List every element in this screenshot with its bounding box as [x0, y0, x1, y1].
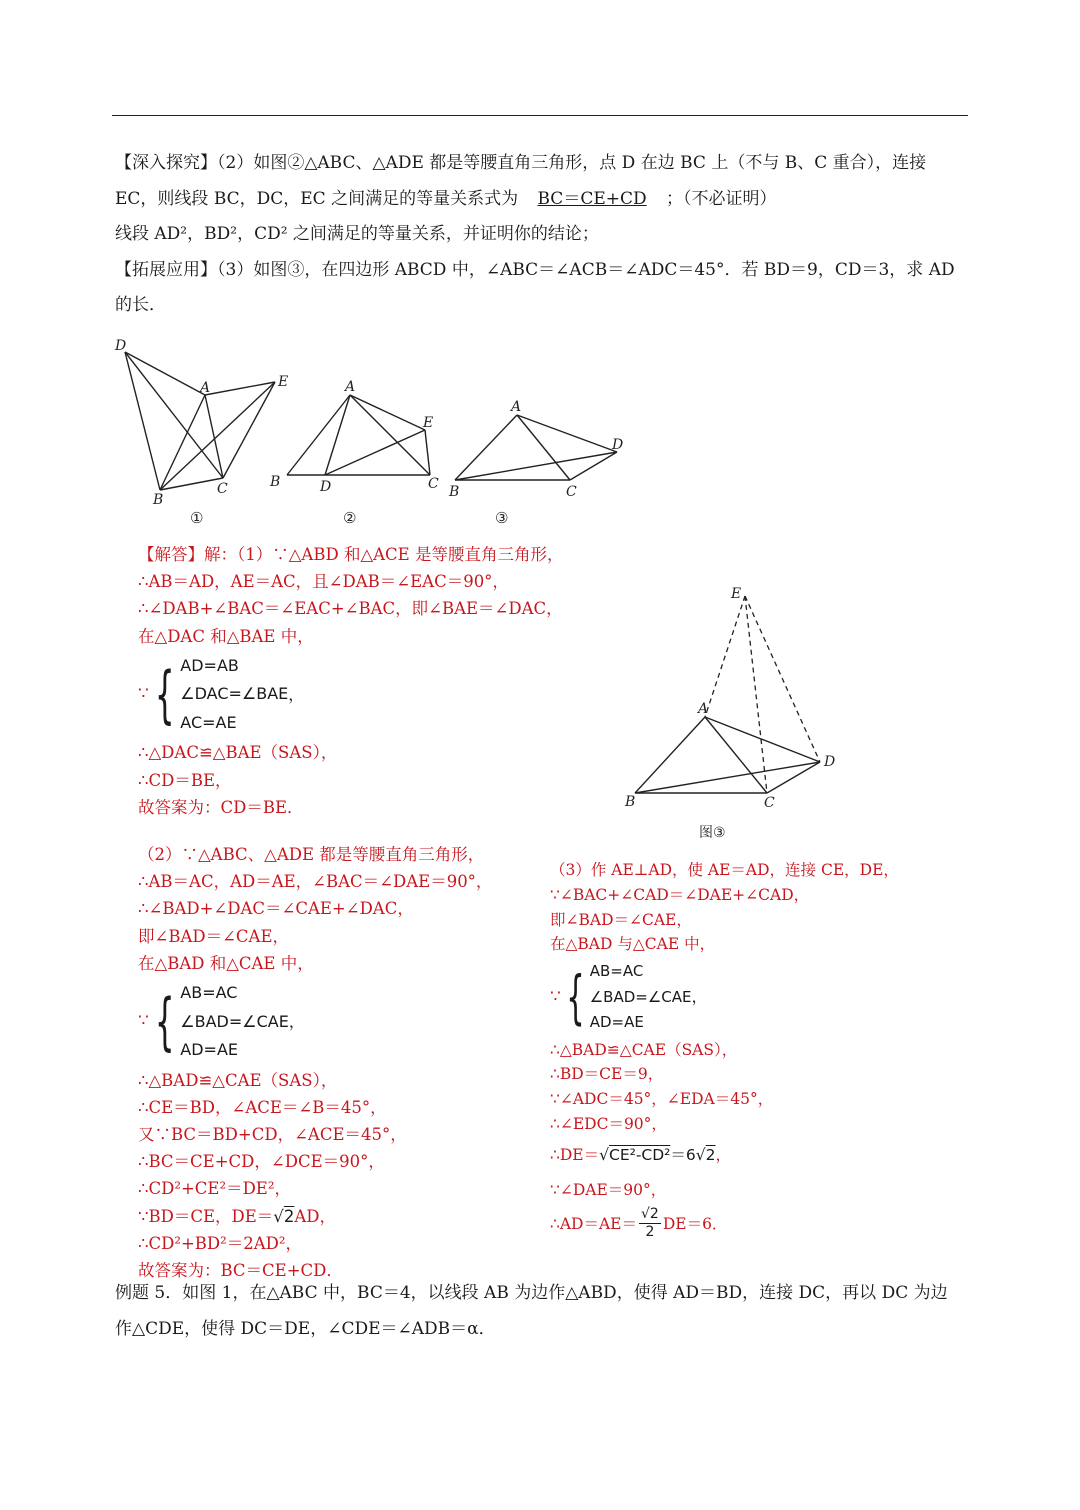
sol1-line-5: ∴△DAC≌△BAE（SAS）， — [138, 743, 338, 763]
sol1-line-2: ∴AB＝AD，AE＝AC，且∠DAB＝∠EAC＝90°， — [138, 572, 509, 592]
sol2-line-6: ∴△BAD≌△CAE（SAS）， — [138, 1070, 338, 1090]
sol3-line-2: ∵∠BAC+∠CAD＝∠DAE+∠CAD， — [550, 885, 810, 904]
figure-1 — [125, 352, 275, 490]
sol2-line-13: 故答案为：BC＝CE+CD． — [138, 1260, 343, 1280]
sol3-line-3: 即∠BAD＝∠CAE， — [550, 910, 692, 929]
sol2-line-10: ∴CD²+CE²＝DE²， — [138, 1179, 291, 1199]
figure-big — [615, 580, 855, 850]
problem-line-4: 【拓展应用】（3）如图③，在四边形 ABCD 中，∠ABC＝∠ACB＝∠ADC＝45°．若 BD＝9，CD＝3，求 AD — [115, 259, 955, 280]
big-caption: 图③ — [699, 825, 726, 841]
problem-line-2: EC，则线段 BC，DC，EC 之间满足的等量关系式为 BC＝CE+CD ；（不必证明） — [115, 188, 777, 209]
example-5 — [115, 1276, 970, 1347]
f2-label-E: E — [423, 415, 434, 431]
sol2-line-5: 在△BAD 和△CAE 中， — [138, 953, 314, 973]
problem-line-1: 【深入探究】（2）如图②△ABC、△ADE 都是等腰直角三角形，点 D 在边 BC 上（不与 B、C 重合），连接 — [115, 153, 927, 173]
f2-label-D: D — [320, 479, 332, 495]
sol1-line-3: ∴∠DAB+∠BAC＝∠EAC+∠BAC，即∠BAE＝∠DAC， — [138, 599, 563, 619]
problem-line-3: 线段 AD²，BD²，CD² 之间满足的等量关系，并证明你的结论； — [115, 224, 599, 244]
sol2-line-12: ∴CD²+BD²＝2AD²， — [138, 1233, 303, 1253]
sqrt-icon: √ — [273, 1206, 284, 1226]
sol2-line-1: （2）∵△ABC、△ADE 都是等腰直角三角形， — [138, 845, 485, 864]
f3-label-D: D — [612, 437, 624, 453]
caption-1: ① — [190, 509, 204, 527]
solution-part-2 — [138, 841, 492, 1284]
sol3-line-6: ∴BD＝CE＝9， — [550, 1065, 664, 1084]
sol1-line-6: ∴CD＝BE， — [138, 770, 232, 790]
figure-3 — [455, 415, 617, 480]
f1-label-E: E — [278, 374, 289, 390]
big-label-E: E — [731, 586, 742, 602]
sol3-line-10: ∵∠DAE＝90°， — [550, 1180, 667, 1199]
f3-label-A: A — [511, 399, 522, 415]
sol1-line-1: 【解答】解：（1）∵△ABD 和△ACE 是等腰直角三角形， — [138, 545, 564, 564]
sol2-equation-system: ∵ { AB=AC ∠BAD=∠CAE AD=AE ， — [138, 983, 305, 1060]
sol1-line-4: 在△DAC 和△BAE 中， — [138, 626, 314, 646]
problem-text — [115, 146, 970, 324]
problem-line-5: 的长． — [115, 295, 166, 315]
solution-part-1 — [138, 541, 563, 821]
sol2-line-7: ∴CE＝BD，∠ACE＝∠B＝45°， — [138, 1097, 387, 1117]
figure-2 — [287, 395, 430, 475]
big-label-B: B — [625, 794, 636, 810]
sol3-equation-system: ∵ { AB=AC ∠BAD=∠CAE AD=AE ， — [550, 962, 708, 1032]
f3-label-B: B — [449, 484, 460, 500]
brace-icon: { — [154, 657, 175, 731]
big-label-A: A — [698, 701, 709, 717]
sol2-line-11: ∵BD＝CE，DE＝√2AD， — [138, 1203, 492, 1230]
sol3-line-9: ∴DE＝√CE²-CD²＝6√2， — [550, 1143, 899, 1168]
sol3-line-11: ∴AD＝AE＝ √2 2 DE＝6． — [550, 1206, 728, 1241]
f2-label-C: C — [428, 476, 439, 492]
big-label-D: D — [824, 754, 836, 770]
f1-label-B: B — [153, 492, 164, 508]
example-line-2: 作△CDE，使得 DC＝DE，∠CDE＝∠ADB＝α． — [115, 1318, 496, 1339]
sol3-line-7: ∵∠ADC＝45°，∠EDA＝45°， — [550, 1090, 774, 1109]
sol2-line-8: 又∵BC＝BD+CD，∠ACE＝45°， — [138, 1124, 407, 1144]
sol2-line-2: ∴AB＝AC，AD＝AE，∠BAC＝∠DAE＝90°， — [138, 872, 493, 892]
brace-icon: { — [154, 984, 175, 1058]
f2-label-B: B — [270, 474, 281, 490]
f3-label-C: C — [566, 484, 577, 500]
sol3-line-4: 在△BAD 与△CAE 中， — [550, 935, 716, 954]
solution-part-3 — [550, 858, 899, 1241]
f1-label-A: A — [200, 380, 211, 396]
big-label-C: C — [764, 795, 775, 811]
brace-icon: { — [566, 963, 585, 1032]
caption-2: ② — [343, 509, 357, 527]
f1-label-D: D — [115, 338, 127, 354]
f2-label-A: A — [345, 379, 356, 395]
f1-label-C: C — [217, 481, 228, 497]
sol3-line-5: ∴△BAD≌△CAE（SAS）， — [550, 1040, 738, 1059]
figures-row — [105, 330, 645, 535]
sol2-line-3: ∴∠BAD+∠DAC＝∠CAE+∠DAC， — [138, 899, 414, 919]
sol2-line-4: 即∠BAD＝∠CAE， — [138, 926, 290, 946]
example-line-1: 例题 5．如图 1，在△ABC 中，BC＝4，以线段 AB 为边作△ABD，使得 AD＝BD，连接 DC，再以 DC 为边 — [115, 1283, 948, 1303]
sol1-equation-system: ∵ { AD=AB ∠DAC=∠BAE AC=AE ， — [138, 655, 305, 732]
caption-3: ③ — [495, 509, 509, 527]
header-rule — [112, 115, 968, 116]
sqrt-icon: √ — [599, 1145, 609, 1164]
sol3-line-1: （3）作 AE⊥AD，使 AE＝AD，连接 CE，DE， — [550, 861, 899, 879]
sqrt-icon: √ — [695, 1145, 706, 1164]
sol3-line-8: ∴∠EDC＝90°， — [550, 1115, 667, 1134]
answer-blank: BC＝CE+CD — [537, 188, 647, 209]
sol2-line-9: ∴BC＝CE+CD，∠DCE＝90°， — [138, 1152, 385, 1172]
sol1-line-7: 故答案为：CD＝BE． — [138, 797, 304, 817]
fraction: √2 2 — [641, 1206, 659, 1241]
